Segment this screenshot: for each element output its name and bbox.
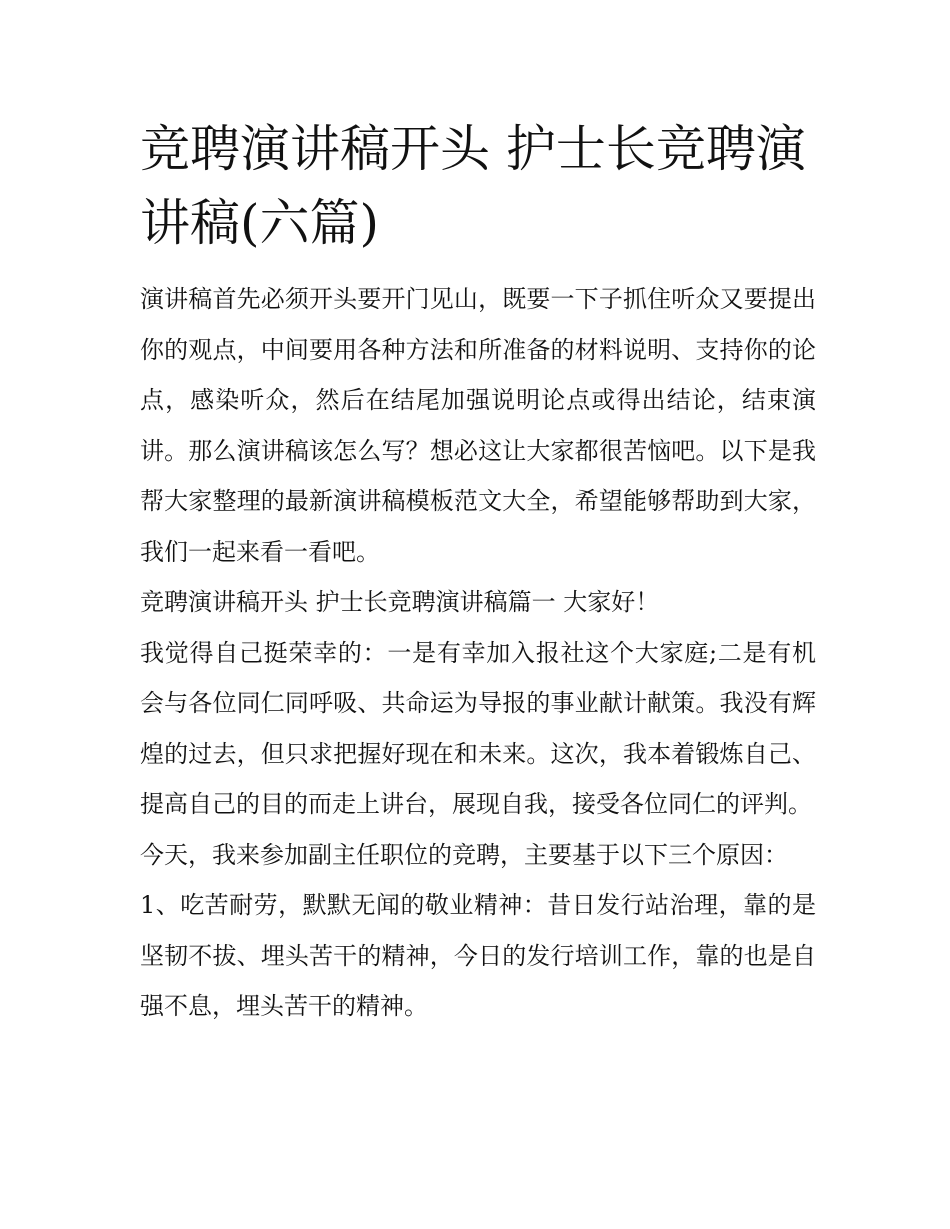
document-body: [140, 112, 816, 1032]
intro-paragraph: 演讲稿首先必须开头要开门见山，既要一下子抓住听众又要提出你的观点，中间要用各种方法和所准备的材料说明、支持你的论点，感染听众，然后在结尾加强说明论点或得出结论，结束演讲。那么演讲稿该怎么写？想必这让大家都很苦恼吧。以下是我帮大家整理的最新演讲稿模板范文大全，希望能够帮助到大家，我们一起来看一看吧。: [140, 285, 816, 566]
body-paragraph: 我觉得自己挺荣幸的：一是有幸加入报社这个大家庭;二是有机会与各位同仁同呼吸、共命运为导报的事业献计献策。我没有辉煌的过去，但只求把握好现在和未来。这次，我本着锻炼自己、提高自己的目的而走上讲台，展现自我，接受各位同仁的评判。: [140, 638, 816, 818]
body-paragraph: 今天，我来参加副主任职位的竞聘，主要基于以下三个原因：: [140, 840, 788, 869]
list-item-paragraph: 1、吃苦耐劳，默默无闻的敬业精神：昔日发行站治理，靠的是坚韧不拔、埋头苦干的精神，今日的发行培训工作，靠的也是自强不息，埋头苦干的精神。: [140, 891, 816, 1020]
section-heading-paragraph: 竞聘演讲稿开头 护士长竞聘演讲稿篇一 大家好！: [140, 588, 660, 616]
document-title: 竞聘演讲稿开头 护士长竞聘演讲稿(六篇): [140, 120, 806, 252]
